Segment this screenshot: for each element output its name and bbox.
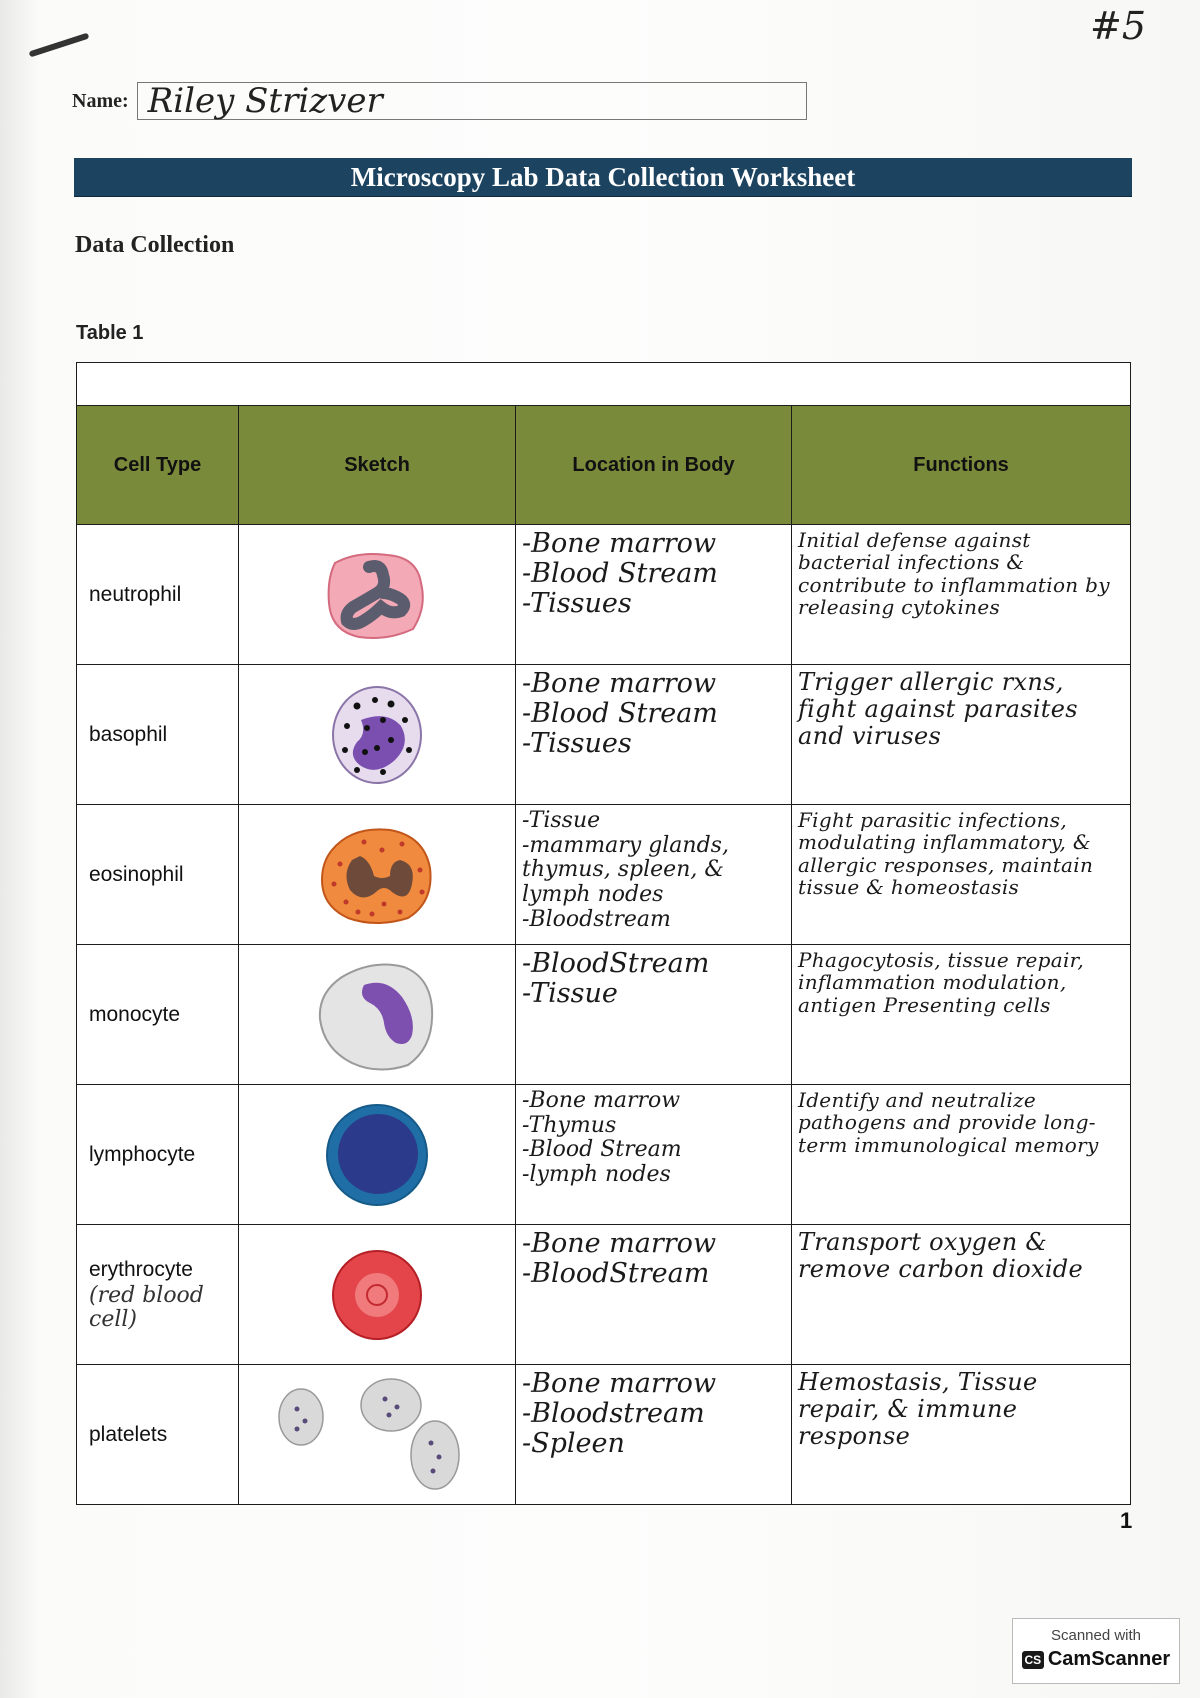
cell-type: monocyte (77, 945, 239, 1085)
monocyte-sketch (312, 957, 442, 1073)
location-list: -Bone marrow -Bloodstream -Spleen (522, 1368, 717, 1460)
name-field[interactable]: Riley Strizver (137, 82, 807, 120)
table-row (77, 1085, 1131, 1225)
header-cell-type: Cell Type (77, 406, 239, 525)
table-row (77, 665, 1131, 805)
header-location: Location in Body (516, 406, 792, 525)
cell-type: basophil (77, 665, 239, 805)
table-row (77, 1225, 1131, 1365)
name-row (72, 82, 807, 120)
worksheet-title: Microscopy Lab Data Collection Worksheet (74, 158, 1132, 196)
function-text: Fight parasitic infections, modulating inflammatory, & allergic responses, maintain tissue & homeostasis (798, 808, 1094, 900)
function-text: Phagocytosis, tissue repair, inflammation modulation, antigen Presenting cells (798, 948, 1084, 1017)
cell-type: lymphocyte (77, 1085, 239, 1225)
cell-type: neutrophil (77, 525, 239, 665)
cell-type: platelets (77, 1365, 239, 1505)
table-caption: Human White Blood Cell Morphology, Location in the Body, and Function (77, 363, 1131, 406)
name-label: Name: (72, 89, 129, 112)
cell-type: eosinophil (77, 805, 239, 945)
function-text: Hemostasis, Tissue repair, & immune response (798, 1368, 1038, 1450)
cell-type-note: (red blood cell) (89, 1283, 204, 1332)
header-functions: Functions (792, 406, 1131, 525)
page-number: 1 (1120, 1508, 1133, 1533)
lymphocyte-sketch (322, 1100, 432, 1210)
table-row (77, 1365, 1131, 1505)
eosinophil-sketch (312, 820, 442, 930)
section-heading: Data Collection (75, 232, 235, 258)
corner-mark: #5 (1090, 4, 1147, 48)
location-list: -Tissue -mammary glands, thymus, spleen, & lymph nodes -Bloodstream (522, 808, 729, 932)
wbc-table (76, 362, 1131, 1505)
table-row (77, 525, 1131, 665)
location-list: -Bone marrow -Blood Stream -Tissues (522, 668, 718, 760)
function-text: Trigger allergic rxns, fight against parasites and viruses (798, 668, 1078, 750)
camscanner-logo-icon: CS (1022, 1651, 1044, 1669)
neutrophil-sketch (317, 545, 437, 645)
platelets-sketch (277, 1377, 477, 1493)
function-text: Transport oxygen & remove carbon dioxide (798, 1228, 1083, 1283)
location-list: -Bone marrow -Blood Stream -Tissues (522, 528, 718, 620)
cell-type: erythrocyte (89, 1258, 193, 1282)
scan-badge-text: Scanned with (1050, 1627, 1142, 1644)
scan-badge-brand: CamScanner (1047, 1648, 1171, 1670)
location-list: -Bone marrow -BloodStream (522, 1228, 717, 1290)
pen-mark (29, 33, 90, 58)
header-sketch: Sketch (239, 406, 516, 525)
location-list: -Bone marrow -Thymus -Blood Stream -lymph nodes (522, 1088, 682, 1187)
location-list: -BloodStream -Tissue (522, 948, 710, 1010)
table-label: Table 1 (76, 322, 144, 344)
camscanner-badge (1012, 1618, 1180, 1684)
table-row (77, 945, 1131, 1085)
basophil-sketch (317, 680, 437, 790)
table-row (77, 805, 1131, 945)
erythrocyte-sketch (327, 1245, 427, 1345)
function-text: Identify and neutralize pathogens and provide long-term immunological memory (798, 1088, 1099, 1157)
function-text: Initial defense against bacterial infections & contribute to inflammation by releasing cytokines (798, 528, 1110, 620)
